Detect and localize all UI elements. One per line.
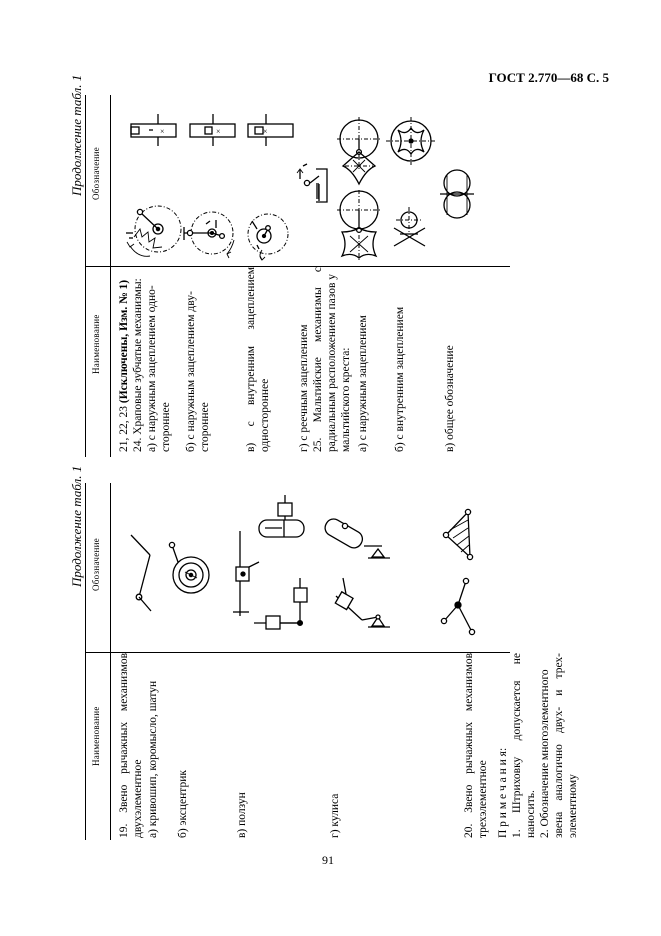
lt-line-7: трехэлементное [477, 760, 489, 838]
lt-line-5: г) кулиса [329, 793, 341, 838]
lt-line-12: звена аналогично двух- и трех- [553, 653, 565, 838]
rt-line-12: а) с наружным зацеплением [357, 315, 369, 452]
link-three-element-symbol [443, 509, 472, 559]
lt-line-11: 2. Обозначение многоэлементного [539, 669, 551, 838]
lt-line-3: б) эксцентрик [177, 770, 189, 838]
lt-line-2: а) кривошип, коромысло, шатун [147, 680, 159, 838]
rt-line-14: в) общее обозначение [444, 345, 456, 452]
slider-in-guide-symbol [259, 495, 304, 537]
page-number: 91 [322, 853, 334, 867]
right-table-col-designation: Обозначение [91, 146, 101, 200]
lt-line-8: П р и м е ч а н и я: [497, 747, 509, 838]
eccentric-symbol [169, 542, 209, 593]
slider-symbol [233, 531, 259, 616]
rt-line-7: одностороннее [259, 378, 271, 452]
slider-symbol-b [254, 578, 307, 629]
svg-text:×: × [216, 127, 221, 136]
rt-line-13: б) с внутренним зацеплением [394, 306, 406, 452]
link-three-element-symbol-b [441, 578, 474, 634]
svg-text:×: × [160, 127, 165, 136]
rt-line-3: стороннее [160, 402, 172, 452]
lt-line-9: 1. Штриховку допускается не [511, 653, 523, 838]
page-header: ГОСТ 2.770—68 С. 5 [488, 70, 609, 85]
rt-line-8: г) с реечным зацеплением [298, 324, 310, 452]
lt-line-13: элементному [567, 774, 579, 838]
left-table-col-designation: Обозначение [91, 537, 101, 591]
rt-line-1: 24. Храповые зубчатые механизмы: [132, 278, 144, 452]
rt-line-10: радиальным расположением пазов у [326, 274, 338, 452]
right-table-continuation: Продолжение табл. 1 [69, 74, 84, 196]
rocker-symbol [322, 516, 390, 627]
rt-line-5: стороннее [199, 402, 211, 452]
rt-line-4: б) с наружным зацеплением дву- [185, 291, 197, 452]
svg-text:×: × [263, 127, 268, 136]
lt-line-10: наносить. [525, 790, 537, 838]
left-table-col-name: Наименование [91, 706, 101, 766]
lt-line-1: двухэлементное [132, 759, 144, 838]
rt-line-11: мальтийского креста: [340, 347, 352, 452]
lt-line-0: 19. Звено рычажных механизмов [118, 653, 130, 838]
rt-line-0: 21, 22, 23 (Исключены, Изм. № 1) [118, 279, 130, 452]
lt-line-6: 20. Звено рычажных механизмов [463, 653, 475, 838]
rt-line-9: 25. Мальтийские механизмы с [312, 267, 324, 452]
left-table-continuation: Продолжение табл. 1 [69, 465, 84, 587]
rt-line-2: а) с наружным зацеплением одно- [146, 285, 158, 452]
rt-line-6: в) с внутренним зацеплением [245, 267, 257, 452]
lt-line-4: в) ползун [236, 792, 248, 838]
right-table-col-name: Наименование [91, 314, 101, 374]
link-two-element-symbol [131, 535, 151, 611]
